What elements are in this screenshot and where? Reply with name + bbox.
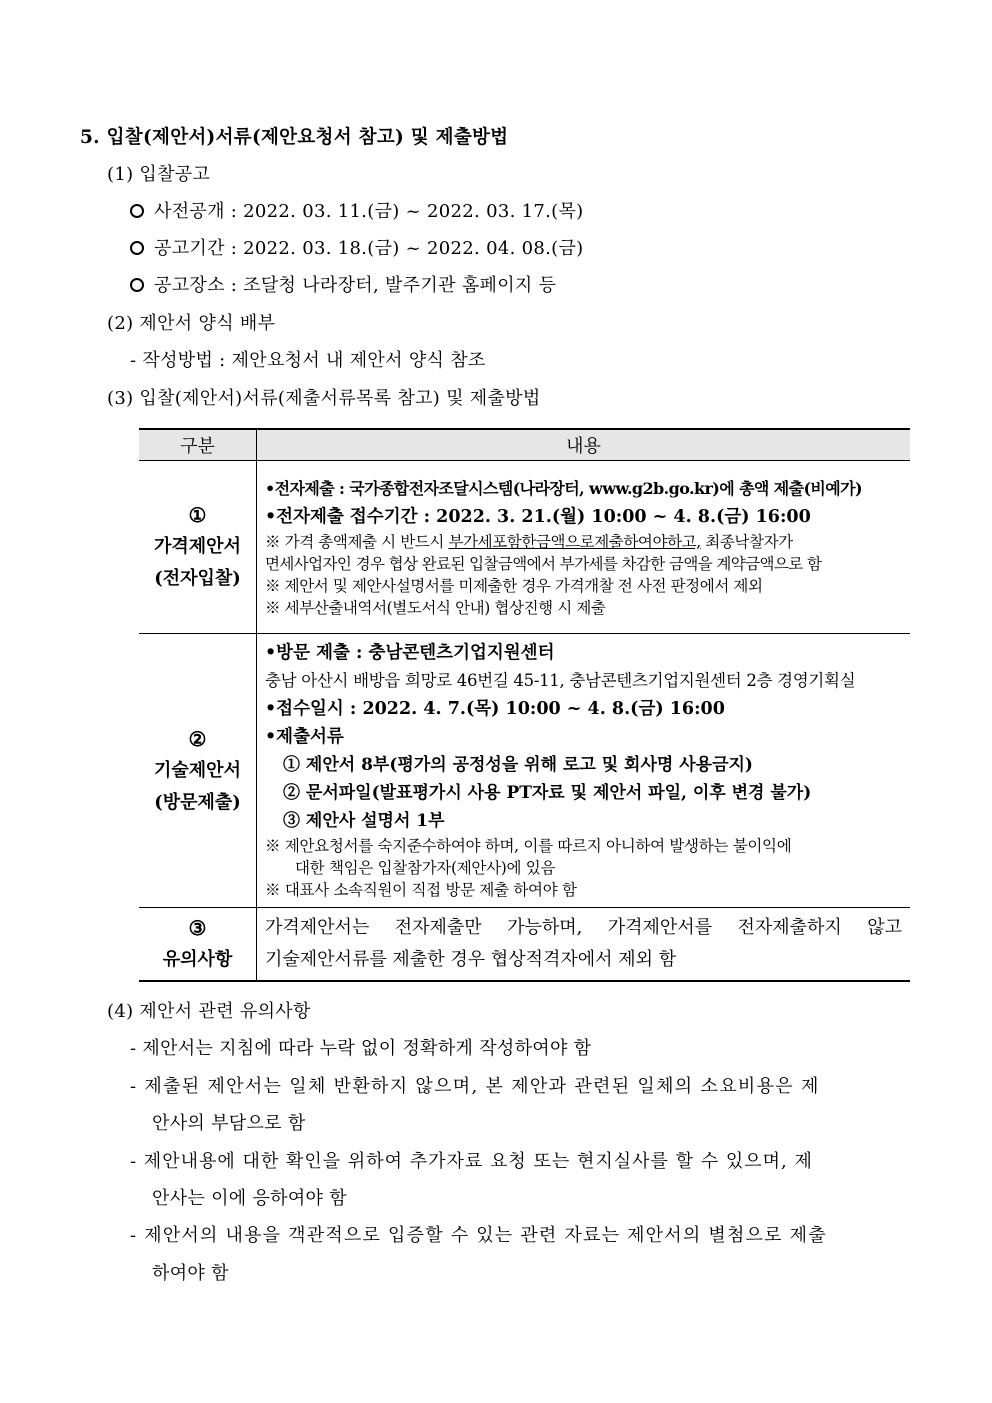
circle-bullet-icon (130, 204, 144, 218)
row-label (139, 908, 257, 981)
content-line: ※ 제안요청서를 숙지준수하여야 하며, 이를 따르지 아니하여 발생하는 불이익에 (265, 837, 792, 855)
underlined-text: 부가세포함한금액으로제출하여야하고, (448, 532, 701, 551)
list-item: - 제안서의 내용을 객관적으로 입증할 수 있는 관련 자료는 제안서의 별첨으로 제출 (130, 1225, 827, 1246)
row-label-line: 유의사항 (162, 948, 233, 970)
list-item: 공고장소 : 조달청 나라장터, 발주기관 홈페이지 등 (130, 273, 556, 299)
list-item: 사전공개 : 2022. 03. 11.(금) ~ 2022. 03. 17.(목) (130, 199, 584, 225)
row-label-line: 기술제안서 (154, 759, 241, 781)
content-line: •방문 제출 : 충남콘텐츠기업지원센터 (265, 643, 555, 663)
circle-bullet-icon (130, 278, 144, 292)
content-line: 대한 책임은 입찰참가자(제안사)에 있음 (295, 859, 556, 877)
content-line: ※ 가격 총액제출 시 반드시 부가세포함한금액으로제출하여야하고, 최종낙찰자가 (265, 532, 793, 551)
table-row (139, 908, 910, 981)
row-number: ③ (188, 915, 207, 940)
header-category: 구분 (139, 429, 257, 461)
list-item-continuation: 안사는 이에 응하여야 함 (152, 1188, 347, 1209)
content-line: ③ 제안사 설명서 1부 (283, 811, 445, 831)
row-content (257, 908, 911, 981)
content-line: •접수일시 : 2022. 4. 7.(목) 10:00 ~ 4. 8.(금) 16:00 (265, 699, 725, 719)
table-header-row (139, 429, 910, 461)
table-row (139, 461, 910, 634)
row-content (257, 461, 911, 634)
row-label-line: 가격제안서 (154, 536, 241, 557)
header-content: 내용 (257, 429, 911, 461)
list-item: - 제출된 제안서는 일체 반환하지 않으며, 본 제안과 관련된 일체의 소요비용은 제 (130, 1076, 820, 1097)
list-item: - 제안내용에 대한 확인을 위하여 추가자료 요청 또는 현지실사를 할 수 있으며, 제 (130, 1151, 813, 1172)
content-line: 면세사업자인 경우 협상 완료된 입찰금액에서 부가세를 차감한 금액을 계약금액으로 함 (265, 554, 822, 573)
content-line: ① 제안서 8부(평가의 공정성을 위해 로고 및 회사명 사용금지) (283, 755, 753, 775)
subsection-3-heading: (3) 입찰(제안서)서류(제출서류목록 참고) 및 제출방법 (107, 388, 541, 409)
list-item-continuation: 하여야 함 (152, 1263, 229, 1284)
content-line: 기술제안서류를 제출한 경우 협상적격자에서 제외 함 (265, 948, 677, 970)
list-item-continuation: 안사의 부담으로 함 (152, 1113, 306, 1134)
row-number: ① (188, 503, 207, 527)
content-line: ※ 제안서 및 제안사설명서를 미제출한 경우 가격개찰 전 사전 판정에서 제외 (265, 576, 763, 595)
content-line: ※ 세부산출내역서(별도서식 안내) 협상진행 시 제출 (265, 598, 606, 617)
list-item: - 제안서는 지침에 따라 누락 없이 정확하게 작성하여야 함 (130, 1038, 592, 1059)
circle-bullet-icon (130, 241, 144, 255)
section-title: 5. 입찰(제안서)서류(제안요청서 참고) 및 제출방법 (80, 127, 509, 148)
subsection-1-heading: (1) 입찰공고 (107, 164, 211, 185)
row-label (139, 634, 257, 908)
row-content (257, 634, 911, 908)
row-label (139, 461, 257, 634)
content-line: 충남 아산시 배방읍 희망로 46번길 45-11, 충남콘텐츠기업지원센터 2층 경영기획실 (265, 671, 856, 690)
table-row (139, 634, 910, 908)
list-item: - 작성방법 : 제안요청서 내 제안서 양식 참조 (130, 350, 486, 371)
content-line: •전자제출 접수기간 : 2022. 3. 21.(월) 10:00 ~ 4. 8.(금) 16:00 (265, 506, 811, 527)
content-line: ※ 대표사 소속직원이 직접 방문 제출 하여야 함 (265, 881, 577, 899)
subsection-4-heading: (4) 제안서 관련 유의사항 (107, 1001, 311, 1022)
list-item: 공고기간 : 2022. 03. 18.(금) ~ 2022. 04. 08.(금) (130, 236, 584, 262)
subsection-2-heading: (2) 제안서 양식 배부 (107, 313, 276, 334)
submission-table (139, 428, 910, 982)
row-number: ② (188, 726, 207, 751)
row-label-line: (방문제출) (154, 791, 241, 813)
content-line: ② 문서파일(발표평가시 사용 PT자료 및 제안서 파일, 이후 변경 불가) (283, 783, 812, 803)
content-line: •전자제출 : 국가종합전자조달시스템(나라장터, www.g2b.go.kr)에 총액 제출(비예가) (265, 478, 862, 498)
content-line: •제출서류 (265, 727, 344, 747)
content-line: 가격제안서는 전자제출만 가능하며, 가격제안서를 전자제출하지 않고 (265, 916, 902, 938)
row-label-line: (전자입찰) (154, 568, 241, 589)
